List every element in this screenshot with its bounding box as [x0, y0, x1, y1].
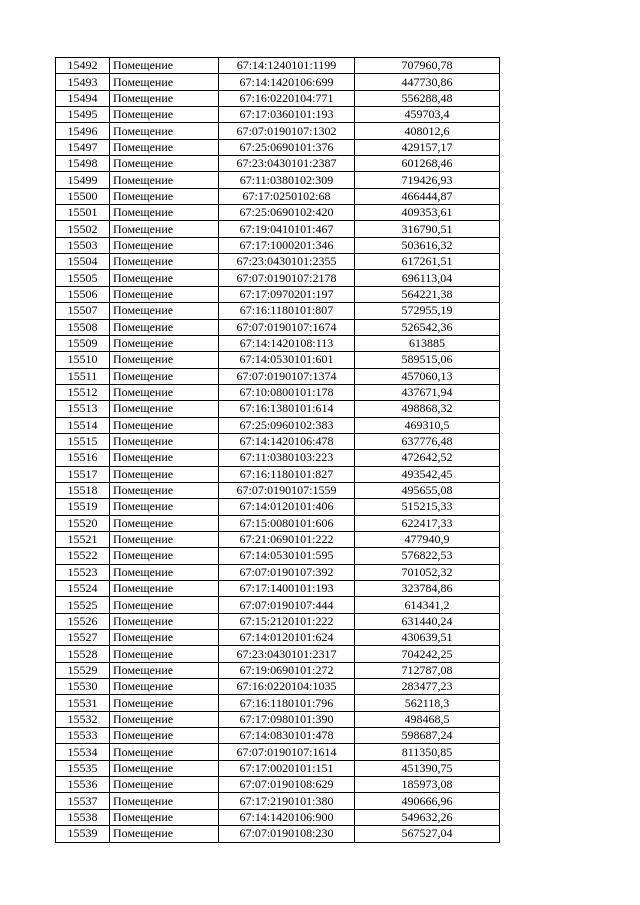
object-type-cell: Помещение — [110, 466, 219, 482]
cadastral-number-cell: 67:25:0690101:376 — [219, 139, 355, 155]
cadastral-value-cell: 493542,45 — [355, 466, 500, 482]
object-type-cell: Помещение — [110, 319, 219, 335]
cadastral-number-cell: 67:17:0360101:193 — [219, 107, 355, 123]
cadastral-number-cell: 67:14:0530101:595 — [219, 548, 355, 564]
cadastral-number-cell: 67:21:0690101:222 — [219, 531, 355, 547]
cadastral-number-cell: 67:25:0690102:420 — [219, 205, 355, 221]
cadastral-number-cell: 67:11:0380102:309 — [219, 172, 355, 188]
cadastral-number-cell: 67:16:0220104:1035 — [219, 679, 355, 695]
cadastral-number-cell: 67:07:0190107:444 — [219, 597, 355, 613]
table-row — [56, 744, 500, 760]
row-number-cell: 15526 — [56, 613, 110, 629]
object-type-cell: Помещение — [110, 384, 219, 400]
row-number-cell: 15530 — [56, 679, 110, 695]
object-type-cell: Помещение — [110, 139, 219, 155]
cadastral-value-cell: 572955,19 — [355, 303, 500, 319]
cadastral-value-cell: 598687,24 — [355, 728, 500, 744]
row-number-cell: 15538 — [56, 809, 110, 825]
object-type-cell: Помещение — [110, 352, 219, 368]
cadastral-value-cell: 589515,06 — [355, 352, 500, 368]
row-number-cell: 15499 — [56, 172, 110, 188]
table-row — [56, 564, 500, 580]
row-number-cell: 15496 — [56, 123, 110, 139]
cadastral-value-cell: 283477,23 — [355, 679, 500, 695]
cadastral-value-cell: 712787,08 — [355, 662, 500, 678]
cadastral-number-cell: 67:14:1420106:699 — [219, 74, 355, 90]
cadastral-value-cell: 613885 — [355, 335, 500, 351]
cadastral-value-cell: 430639,51 — [355, 630, 500, 646]
property-table-body — [56, 58, 500, 843]
cadastral-number-cell: 67:16:1380101:614 — [219, 401, 355, 417]
table-row — [56, 139, 500, 155]
object-type-cell: Помещение — [110, 482, 219, 498]
object-type-cell: Помещение — [110, 793, 219, 809]
object-type-cell: Помещение — [110, 401, 219, 417]
cadastral-number-cell: 67:07:0190107:1374 — [219, 368, 355, 384]
table-row — [56, 711, 500, 727]
cadastral-value-cell: 567527,04 — [355, 826, 500, 842]
cadastral-number-cell: 67:14:0120101:406 — [219, 499, 355, 515]
table-row — [56, 646, 500, 662]
cadastral-number-cell: 67:14:0530101:601 — [219, 352, 355, 368]
table-row — [56, 74, 500, 90]
object-type-cell: Помещение — [110, 564, 219, 580]
row-number-cell: 15514 — [56, 417, 110, 433]
object-type-cell: Помещение — [110, 679, 219, 695]
cadastral-value-cell: 614341,2 — [355, 597, 500, 613]
object-type-cell: Помещение — [110, 531, 219, 547]
row-number-cell: 15532 — [56, 711, 110, 727]
row-number-cell: 15515 — [56, 433, 110, 449]
object-type-cell: Помещение — [110, 630, 219, 646]
cadastral-value-cell: 429157,17 — [355, 139, 500, 155]
table-row — [56, 728, 500, 744]
row-number-cell: 15508 — [56, 319, 110, 335]
object-type-cell: Помещение — [110, 123, 219, 139]
cadastral-value-cell: 719426,93 — [355, 172, 500, 188]
table-row — [56, 597, 500, 613]
object-type-cell: Помещение — [110, 335, 219, 351]
cadastral-number-cell: 67:16:1180101:807 — [219, 303, 355, 319]
cadastral-value-cell: 526542,36 — [355, 319, 500, 335]
row-number-cell: 15502 — [56, 221, 110, 237]
row-number-cell: 15498 — [56, 156, 110, 172]
cadastral-value-cell: 617261,51 — [355, 254, 500, 270]
object-type-cell: Помещение — [110, 826, 219, 842]
object-type-cell: Помещение — [110, 205, 219, 221]
row-number-cell: 15520 — [56, 515, 110, 531]
table-row — [56, 450, 500, 466]
cadastral-value-cell: 408012,6 — [355, 123, 500, 139]
cadastral-value-cell: 457060,13 — [355, 368, 500, 384]
row-number-cell: 15525 — [56, 597, 110, 613]
cadastral-value-cell: 631440,24 — [355, 613, 500, 629]
cadastral-number-cell: 67:15:2120101:222 — [219, 613, 355, 629]
cadastral-number-cell: 67:17:0250102:68 — [219, 188, 355, 204]
row-number-cell: 15534 — [56, 744, 110, 760]
row-number-cell: 15533 — [56, 728, 110, 744]
object-type-cell: Помещение — [110, 270, 219, 286]
cadastral-value-cell: 637776,48 — [355, 433, 500, 449]
row-number-cell: 15518 — [56, 482, 110, 498]
cadastral-number-cell: 67:14:1420106:478 — [219, 433, 355, 449]
table-row — [56, 809, 500, 825]
row-number-cell: 15494 — [56, 90, 110, 106]
cadastral-value-cell: 701052,32 — [355, 564, 500, 580]
cadastral-number-cell: 67:07:0190107:2178 — [219, 270, 355, 286]
table-row — [56, 695, 500, 711]
cadastral-number-cell: 67:07:0190107:392 — [219, 564, 355, 580]
object-type-cell: Помещение — [110, 156, 219, 172]
row-number-cell: 15531 — [56, 695, 110, 711]
table-row — [56, 662, 500, 678]
table-row — [56, 482, 500, 498]
object-type-cell: Помещение — [110, 188, 219, 204]
object-type-cell: Помещение — [110, 172, 219, 188]
cadastral-value-cell: 515215,33 — [355, 499, 500, 515]
cadastral-value-cell: 498468,5 — [355, 711, 500, 727]
cadastral-number-cell: 67:17:0020101:151 — [219, 760, 355, 776]
object-type-cell: Помещение — [110, 548, 219, 564]
row-number-cell: 15524 — [56, 581, 110, 597]
cadastral-number-cell: 67:16:1180101:827 — [219, 466, 355, 482]
row-number-cell: 15527 — [56, 630, 110, 646]
cadastral-value-cell: 472642,52 — [355, 450, 500, 466]
object-type-cell: Помещение — [110, 581, 219, 597]
cadastral-value-cell: 447730,86 — [355, 74, 500, 90]
row-number-cell: 15503 — [56, 237, 110, 253]
cadastral-number-cell: 67:10:0800101:178 — [219, 384, 355, 400]
object-type-cell: Помещение — [110, 450, 219, 466]
object-type-cell: Помещение — [110, 744, 219, 760]
object-type-cell: Помещение — [110, 221, 219, 237]
row-number-cell: 15528 — [56, 646, 110, 662]
cadastral-number-cell: 67:14:0120101:624 — [219, 630, 355, 646]
cadastral-value-cell: 696113,04 — [355, 270, 500, 286]
object-type-cell: Помещение — [110, 597, 219, 613]
object-type-cell: Помещение — [110, 809, 219, 825]
row-number-cell: 15512 — [56, 384, 110, 400]
table-row — [56, 630, 500, 646]
row-number-cell: 15492 — [56, 58, 110, 74]
object-type-cell: Помещение — [110, 237, 219, 253]
table-row — [56, 335, 500, 351]
table-row — [56, 826, 500, 842]
object-type-cell: Помещение — [110, 368, 219, 384]
cadastral-number-cell: 67:07:0190107:1559 — [219, 482, 355, 498]
row-number-cell: 15522 — [56, 548, 110, 564]
row-number-cell: 15504 — [56, 254, 110, 270]
row-number-cell: 15507 — [56, 303, 110, 319]
table-row — [56, 531, 500, 547]
cadastral-value-cell: 409353,61 — [355, 205, 500, 221]
table-row — [56, 123, 500, 139]
object-type-cell: Помещение — [110, 90, 219, 106]
object-type-cell: Помещение — [110, 646, 219, 662]
cadastral-value-cell: 185973,08 — [355, 777, 500, 793]
cadastral-value-cell: 466444,87 — [355, 188, 500, 204]
object-type-cell: Помещение — [110, 107, 219, 123]
row-number-cell: 15511 — [56, 368, 110, 384]
cadastral-value-cell: 323784,86 — [355, 581, 500, 597]
row-number-cell: 15539 — [56, 826, 110, 842]
cadastral-number-cell: 67:16:0220104:771 — [219, 90, 355, 106]
table-row — [56, 368, 500, 384]
cadastral-number-cell: 67:11:0380103:223 — [219, 450, 355, 466]
object-type-cell: Помещение — [110, 662, 219, 678]
row-number-cell: 15517 — [56, 466, 110, 482]
table-row — [56, 270, 500, 286]
cadastral-value-cell: 495655,08 — [355, 482, 500, 498]
cadastral-value-cell: 704242,25 — [355, 646, 500, 662]
table-row — [56, 613, 500, 629]
row-number-cell: 15495 — [56, 107, 110, 123]
table-row — [56, 384, 500, 400]
cadastral-value-cell: 549632,26 — [355, 809, 500, 825]
cadastral-number-cell: 67:14:0830101:478 — [219, 728, 355, 744]
object-type-cell: Помещение — [110, 499, 219, 515]
cadastral-value-cell: 556288,48 — [355, 90, 500, 106]
cadastral-value-cell: 576822,53 — [355, 548, 500, 564]
object-type-cell: Помещение — [110, 433, 219, 449]
object-type-cell: Помещение — [110, 613, 219, 629]
cadastral-number-cell: 67:07:0190107:1302 — [219, 123, 355, 139]
row-number-cell: 15506 — [56, 286, 110, 302]
cadastral-number-cell: 67:14:1240101:1199 — [219, 58, 355, 74]
object-type-cell: Помещение — [110, 515, 219, 531]
cadastral-number-cell: 67:25:0960102:383 — [219, 417, 355, 433]
cadastral-number-cell: 67:07:0190108:230 — [219, 826, 355, 842]
table-row — [56, 679, 500, 695]
cadastral-value-cell: 601268,46 — [355, 156, 500, 172]
table-row — [56, 286, 500, 302]
table-row — [56, 793, 500, 809]
row-number-cell: 15493 — [56, 74, 110, 90]
cadastral-number-cell: 67:16:1180101:796 — [219, 695, 355, 711]
cadastral-value-cell: 622417,33 — [355, 515, 500, 531]
table-row — [56, 499, 500, 515]
table-row — [56, 205, 500, 221]
object-type-cell: Помещение — [110, 303, 219, 319]
row-number-cell: 15510 — [56, 352, 110, 368]
row-number-cell: 15509 — [56, 335, 110, 351]
table-row — [56, 172, 500, 188]
table-row — [56, 254, 500, 270]
row-number-cell: 15521 — [56, 531, 110, 547]
cadastral-value-cell: 811350,85 — [355, 744, 500, 760]
cadastral-value-cell: 564221,38 — [355, 286, 500, 302]
table-row — [56, 548, 500, 564]
table-row — [56, 401, 500, 417]
object-type-cell: Помещение — [110, 58, 219, 74]
row-number-cell: 15501 — [56, 205, 110, 221]
table-row — [56, 107, 500, 123]
property-table — [55, 57, 500, 843]
cadastral-number-cell: 67:23:0430101:2355 — [219, 254, 355, 270]
cadastral-number-cell: 67:19:0690101:272 — [219, 662, 355, 678]
cadastral-value-cell: 469310,5 — [355, 417, 500, 433]
table-row — [56, 515, 500, 531]
cadastral-value-cell: 503616,32 — [355, 237, 500, 253]
object-type-cell: Помещение — [110, 417, 219, 433]
table-row — [56, 237, 500, 253]
cadastral-number-cell: 67:23:0430101:2317 — [219, 646, 355, 662]
cadastral-number-cell: 67:17:1400101:193 — [219, 581, 355, 597]
cadastral-value-cell: 451390,75 — [355, 760, 500, 776]
cadastral-number-cell: 67:19:0410101:467 — [219, 221, 355, 237]
cadastral-value-cell: 459703,4 — [355, 107, 500, 123]
cadastral-value-cell: 707960,78 — [355, 58, 500, 74]
object-type-cell: Помещение — [110, 711, 219, 727]
cadastral-number-cell: 67:17:2190101:380 — [219, 793, 355, 809]
row-number-cell: 15516 — [56, 450, 110, 466]
cadastral-number-cell: 67:14:1420108:113 — [219, 335, 355, 351]
row-number-cell: 15537 — [56, 793, 110, 809]
cadastral-number-cell: 67:17:0980101:390 — [219, 711, 355, 727]
table-row — [56, 221, 500, 237]
cadastral-number-cell: 67:17:0970201:197 — [219, 286, 355, 302]
cadastral-value-cell: 477940,9 — [355, 531, 500, 547]
cadastral-value-cell: 490666,96 — [355, 793, 500, 809]
cadastral-value-cell: 437671,94 — [355, 384, 500, 400]
table-row — [56, 581, 500, 597]
table-row — [56, 417, 500, 433]
table-row — [56, 433, 500, 449]
object-type-cell: Помещение — [110, 695, 219, 711]
row-number-cell: 15500 — [56, 188, 110, 204]
row-number-cell: 15536 — [56, 777, 110, 793]
table-row — [56, 58, 500, 74]
object-type-cell: Помещение — [110, 254, 219, 270]
table-row — [56, 188, 500, 204]
cadastral-number-cell: 67:14:1420106:900 — [219, 809, 355, 825]
object-type-cell: Помещение — [110, 74, 219, 90]
table-row — [56, 156, 500, 172]
cadastral-number-cell: 67:07:0190108:629 — [219, 777, 355, 793]
row-number-cell: 15523 — [56, 564, 110, 580]
table-row — [56, 90, 500, 106]
cadastral-value-cell: 316790,51 — [355, 221, 500, 237]
cadastral-number-cell: 67:07:0190107:1674 — [219, 319, 355, 335]
cadastral-number-cell: 67:17:1000201:346 — [219, 237, 355, 253]
table-row — [56, 777, 500, 793]
object-type-cell: Помещение — [110, 777, 219, 793]
cadastral-value-cell: 498868,32 — [355, 401, 500, 417]
table-row — [56, 352, 500, 368]
row-number-cell: 15497 — [56, 139, 110, 155]
object-type-cell: Помещение — [110, 286, 219, 302]
cadastral-number-cell: 67:07:0190107:1614 — [219, 744, 355, 760]
object-type-cell: Помещение — [110, 760, 219, 776]
row-number-cell: 15529 — [56, 662, 110, 678]
table-row — [56, 760, 500, 776]
table-row — [56, 303, 500, 319]
cadastral-number-cell: 67:15:0080101:606 — [219, 515, 355, 531]
row-number-cell: 15505 — [56, 270, 110, 286]
row-number-cell: 15513 — [56, 401, 110, 417]
table-row — [56, 466, 500, 482]
cadastral-number-cell: 67:23:0430101:2387 — [219, 156, 355, 172]
object-type-cell: Помещение — [110, 728, 219, 744]
row-number-cell: 15519 — [56, 499, 110, 515]
table-row — [56, 319, 500, 335]
cadastral-value-cell: 562118,3 — [355, 695, 500, 711]
row-number-cell: 15535 — [56, 760, 110, 776]
